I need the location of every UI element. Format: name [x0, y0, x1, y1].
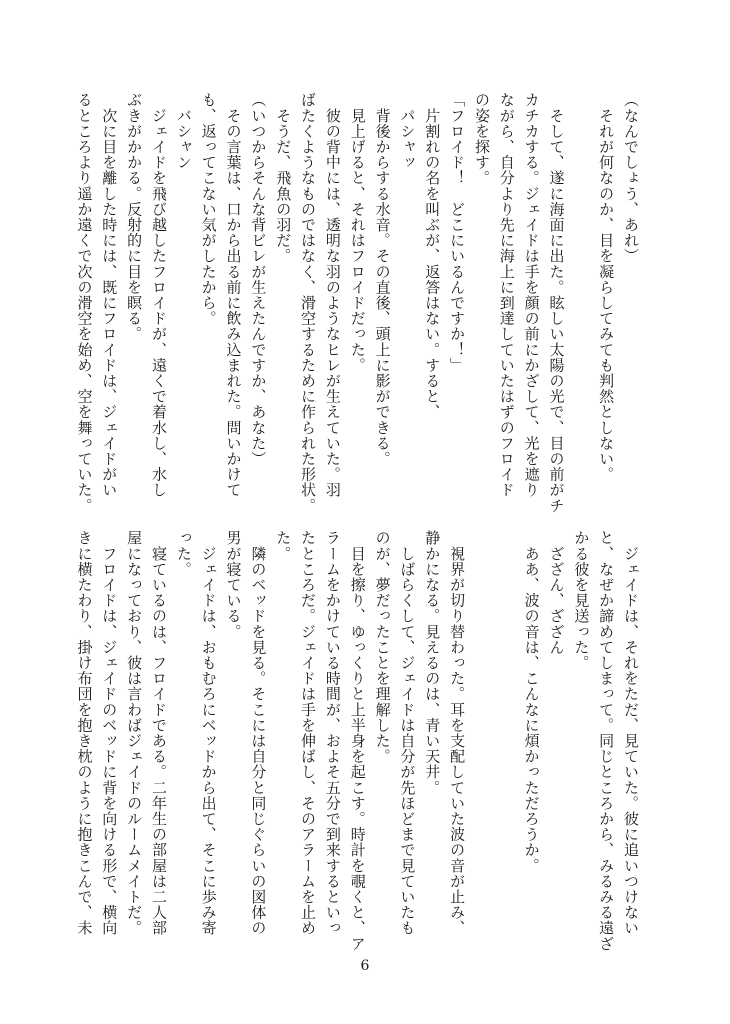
text-line: その言葉は、口から出る前に飲み込まれた。問いかけて [224, 92, 243, 498]
text-line: 視界が切り替わった。耳を支配していた波の音が止み、 [448, 530, 467, 936]
text-line: そして、遂に海面に出た。眩しい太陽の光で、目の前がチ [547, 92, 566, 514]
text-line [494, 530, 519, 928]
text-line: 男が寝ている。 [224, 530, 243, 640]
text-block-upper [75, 92, 643, 514]
text-line: 隣のベッドを見る。そこには自分と同じぐらいの図体の [249, 530, 268, 936]
text-line: 背後からする水音。その直後、頭上に影ができる。 [373, 92, 392, 467]
text-line: ながら、自分より先に海上に到達していたはずのフロイド [497, 92, 516, 498]
text-line: と、なぜか諦めてしまって。同じところから、みるみる遠ざ [597, 530, 616, 952]
text-line: ぶきがかかる。反射的に目を瞑る。 [125, 92, 144, 342]
text-line: それが何なのか、目を凝らしてみても判然としない。 [597, 92, 616, 482]
text-line: ジェイドは、それをただ、見ていた。彼に追いつけない [622, 530, 640, 936]
text-line: 寝ているのは、フロイドである。二年生の部屋は二人部 [149, 530, 168, 936]
text-line: パシャッ [398, 92, 417, 170]
text-line: 屋になっており、彼は言わばジェイドのルームメイトだ。 [125, 530, 144, 936]
text-line: の姿を探す。 [472, 92, 491, 186]
text-line: ジェイドを飛び越したフロイドが、遠くで着水し、水し [149, 92, 168, 498]
text-line: きに横たわり、掛け布団を抱き枕のように抱きこんで、未 [75, 530, 94, 936]
text-line: （いつからそんな背ビレが生えたんですか、あなた） [249, 92, 268, 467]
text-line: バシャン [174, 92, 193, 170]
text-line: ああ、波の音は、こんなに煩かっただろうか。 [522, 530, 541, 874]
text-line: ばたくようなものではなく、滑空するために作られた形状。 [299, 92, 318, 514]
text-line: ジェイドは、おもむろにベッドから出て、そこに歩み寄 [199, 530, 218, 936]
text-line: 片割れの名を叫ぶが、返答はない。すると、 [423, 92, 442, 420]
text-line [568, 92, 593, 490]
text-line [469, 530, 494, 928]
text-line: ラームをかけている時間が、およそ五分で到来するといっ [323, 530, 342, 936]
text-line: （なんでしょう、あれ） [622, 92, 640, 264]
text-line: ざざん、ざざん [547, 530, 566, 655]
text-line: 静かになる。見えるのは、青い天井。 [423, 530, 442, 796]
text-line: カチカする。ジェイドは手を顔の前にかざして、光を遮り [522, 92, 541, 498]
text-line: しばらくして、ジェイドは自分が先ほどまで見ていたも [398, 530, 417, 936]
text-line: 「フロイド！ どこにいるんですか！」 [448, 92, 467, 373]
text-line: そうだ、飛魚の羽だ。 [274, 92, 293, 264]
page-number: 6 [360, 958, 370, 974]
text-line: も、返ってこない気がしたから。 [199, 92, 218, 326]
text-line: たところだ。ジェイドは手を伸ばし、そのアラームを止め [299, 530, 318, 936]
text-line: のが、夢だったことを理解した。 [373, 530, 392, 764]
text-line: った。 [174, 530, 193, 577]
text-line: るところより遥か遠くで次の滑空を始め、空を舞っていた。 [75, 92, 94, 514]
text-block-lower [75, 530, 643, 952]
text-line: フロイドは、ジェイドのベッドに背を向ける形で、横向 [100, 530, 119, 936]
text-line: た。 [274, 530, 293, 562]
text-line: 目を擦り、ゆっくりと上半身を起こす。時計を覗くと、ア [348, 530, 367, 952]
text-line: 次に目を離した時には、既にフロイドは、ジェイドがい [100, 92, 119, 498]
text-line: 彼の背中には、透明な羽のようなヒレが生えていた。羽 [323, 92, 342, 498]
text-line: 見上げると、それはフロイドだった。 [348, 92, 367, 373]
text-line: かる彼を見送った。 [572, 530, 591, 671]
